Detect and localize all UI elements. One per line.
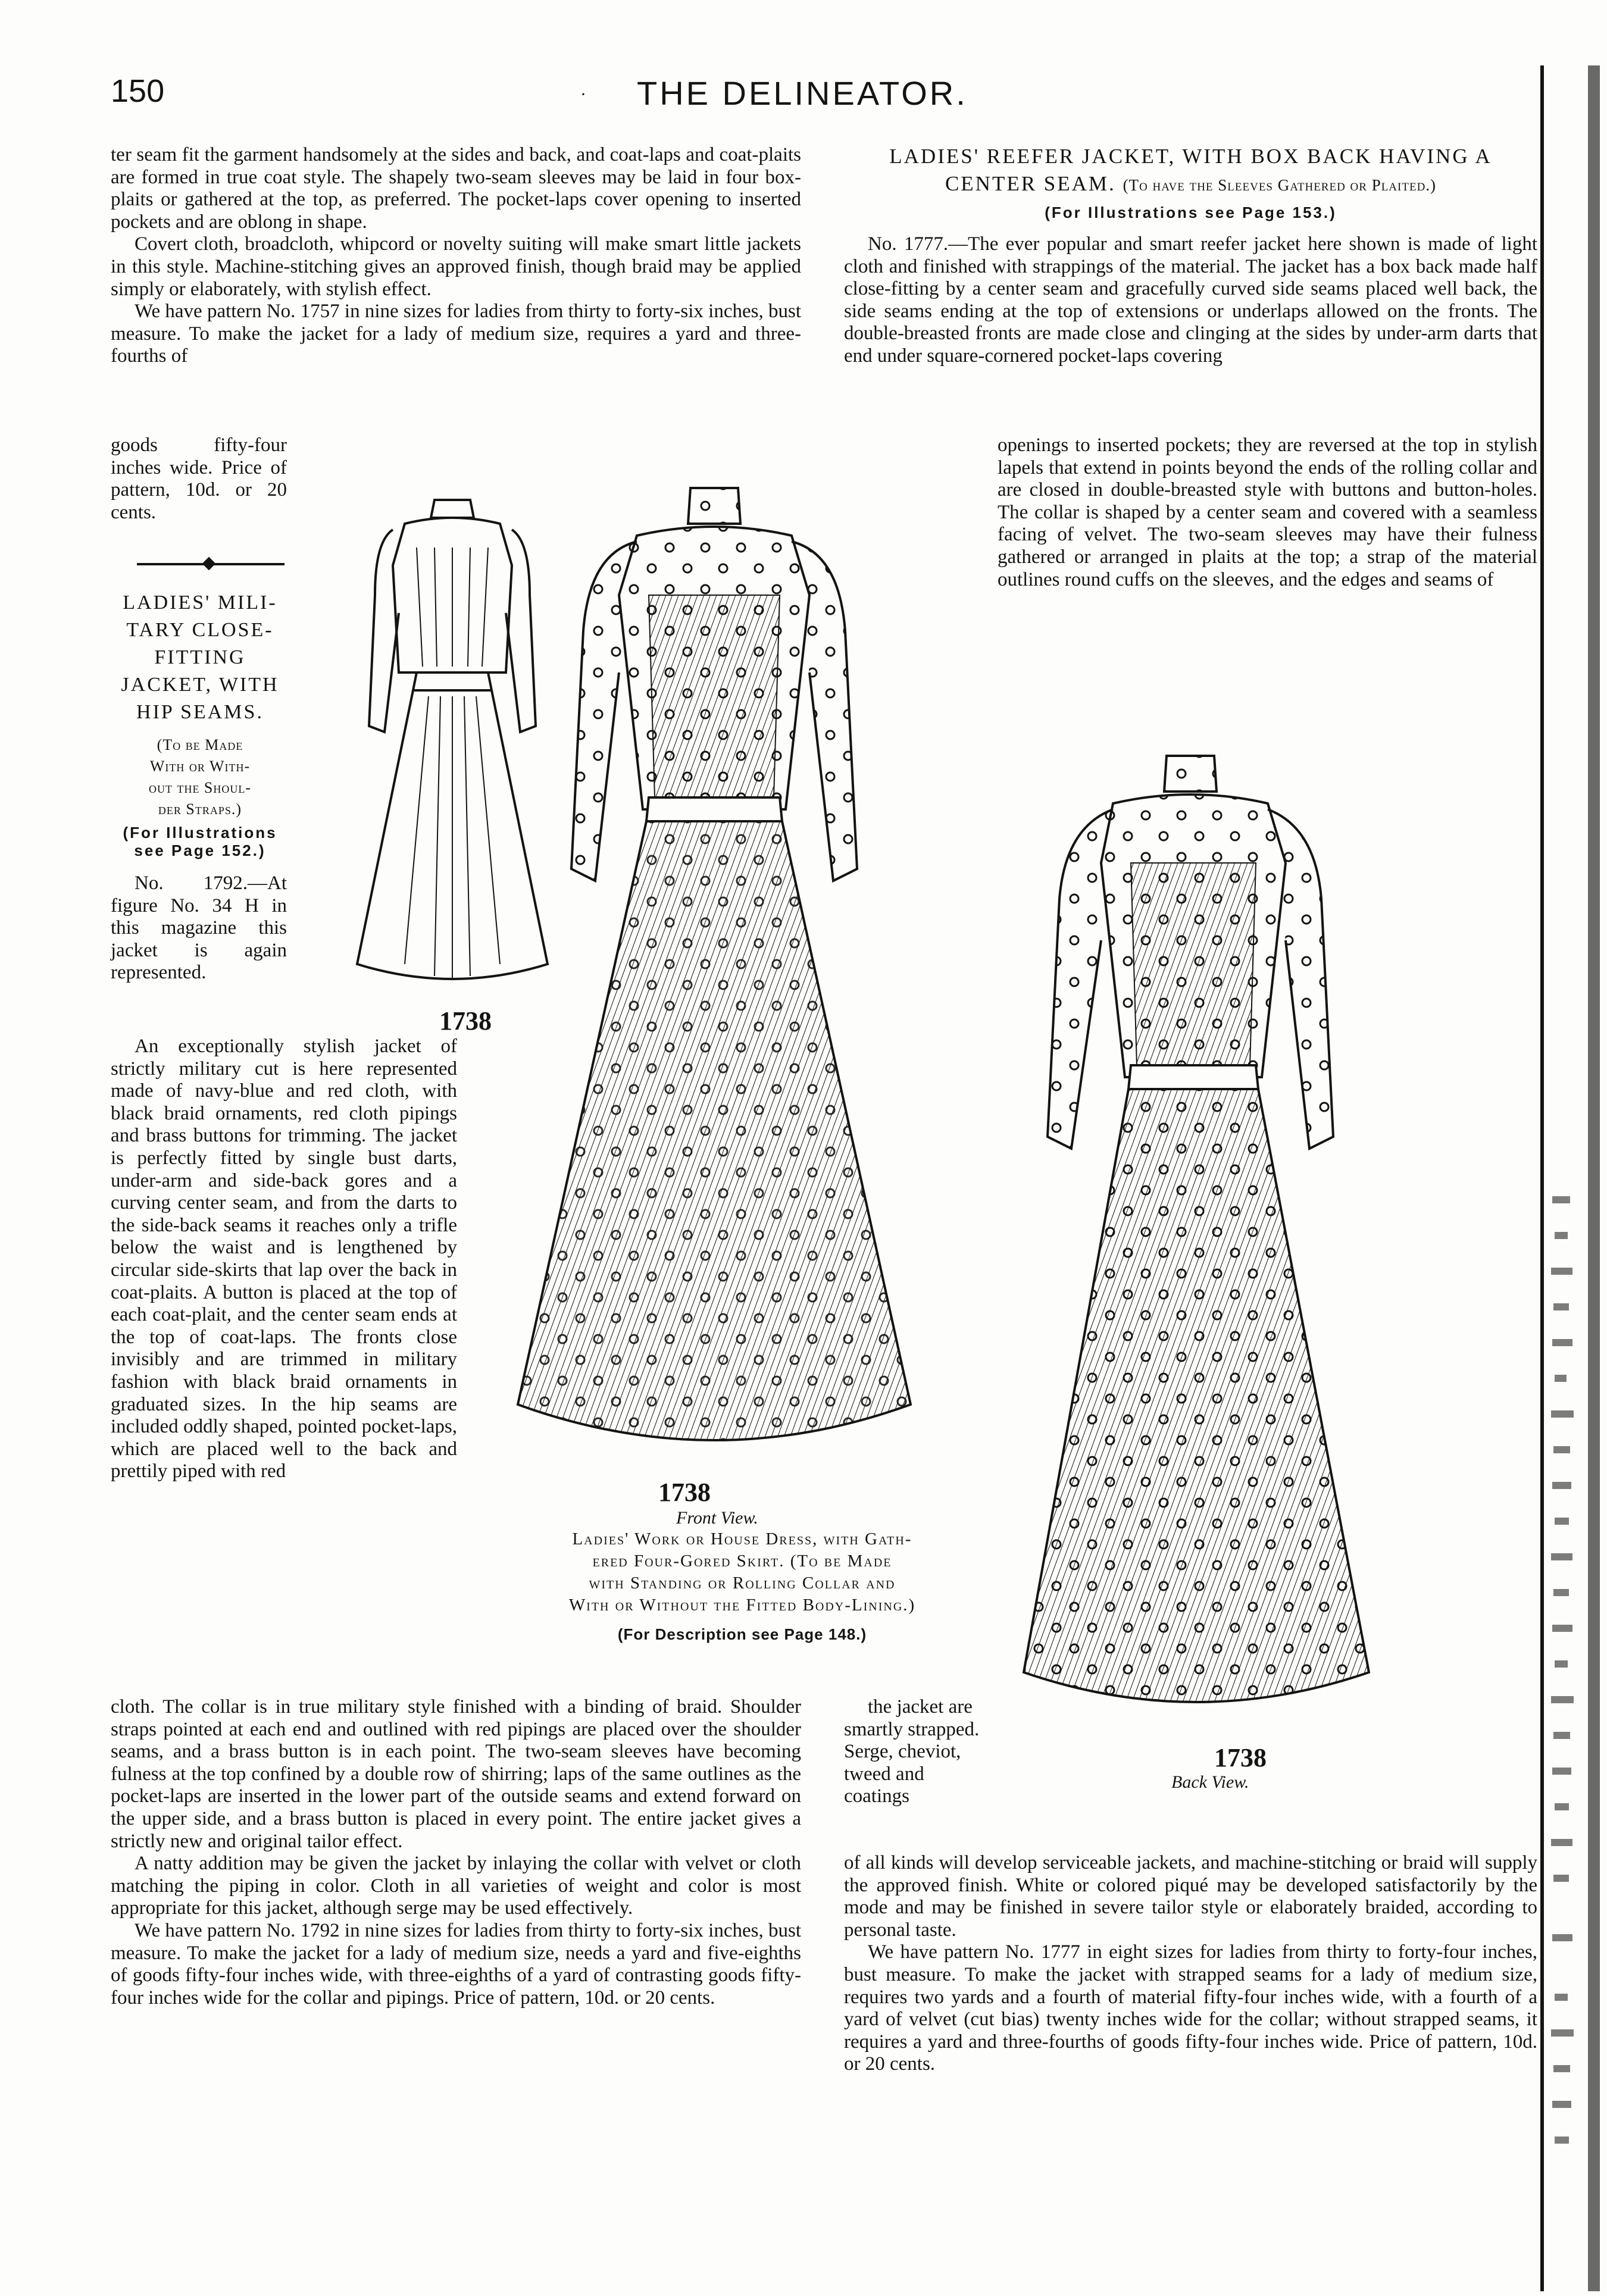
note-line: (To be Made [157, 736, 243, 753]
left-article-body-wide [111, 1696, 801, 2009]
heading-line: LADIES' REEFER JACKET, WITH BOX BACK HAVING A [889, 145, 1492, 168]
dress-illustration-front [500, 476, 928, 1482]
paragraph: ter seam fit the garment handsomely at the sides and back, and coat-laps and coat-plaits are formed in true coat style. The shapely two-seam sleeves may be laid in four box-plaits or gathered at the top, as preferred. The pocket-laps cover opening to inserted pockets and are oblong in shape. [111, 144, 801, 233]
right-article-body-bottom [844, 1852, 1537, 2076]
rule-ornament [202, 557, 216, 571]
paragraph: We have pattern No. 1757 in nine sizes for ladies from thirty to forty-six inches, bust measure. To make the jacket for a lady of medium size, requires a yard and three-fourths of [111, 301, 802, 367]
dress-illustration-back [1012, 744, 1381, 1732]
heading-line: CENTER SEAM. (To have the Sleeves Gathered or Plaited.) [945, 172, 1437, 195]
page-number: 150 [111, 73, 165, 109]
left-article-intro [111, 872, 287, 984]
ref-line: (For Illustrations [123, 824, 277, 842]
figure-number: 1738 [1214, 1743, 1267, 1772]
figure-number: 1738 [439, 1006, 492, 1036]
right-article-heading [844, 143, 1537, 226]
note-line: out the Shoul- [148, 779, 252, 796]
right-article-body-top [844, 233, 1537, 368]
paragraph: openings to inserted pockets; they are reversed at the top in stylish lapels that extend in points beyond the ends of the rolling collar and are closed in double-breasted style with buttons and button-holes. The collar is shaped by a center seam and covered with a seamless facing of velvet. The two-seam sleeves may have their fulness gathered or arranged in plaits at the top; a strap of the material outlines round cuffs on the sleeves, and the edges and seams of [998, 434, 1537, 590]
paragraph: Covert cloth, broadcloth, whipcord or novelty suiting will make smart little jackets in this style. Machine-stitching gives an approved finish, though braid may be applied simply or elaborately, with stylish effect. [111, 233, 801, 300]
paragraph: the jacket are smartly strapped. Serge, cheviot, tweed and coatings [844, 1696, 980, 1807]
paragraph: of all kinds will develop serviceable jackets, and machine-stitching or braid will supply the approved finish. White or colored piqué may be developed satisfactorily by the mode and may be finished in severe tailor style or elaborately braided, according to personal taste. [844, 1852, 1537, 1941]
figure-view-label: Front View. [676, 1508, 758, 1528]
paragraph: No. 1792.—At figure No. 34 H in this magazine this jacket is again represented. [111, 872, 287, 984]
illustration-reference: (For Illustrations see Page 153.) [1045, 204, 1337, 221]
figure-number: 1738 [658, 1478, 711, 1507]
heading-note [111, 734, 289, 820]
illustration-reference [111, 824, 289, 859]
paragraph: A natty addition may be given the jacket by inlaying the collar with velvet or cloth matching the piping in color. Cloth in all varieties of weight and color is most appropriate for this jacket, although serge may be used effectively. [111, 1853, 801, 1919]
left-article-body [111, 1036, 457, 1483]
ref-line: see Page 152.) [134, 842, 266, 859]
paragraph: An exceptionally stylish jacket of strictly military cut is here represented made of navy-blue and red cloth, with black braid ornaments, red cloth pipings and brass buttons for trimming. The jacket is perfectly fitted by single bust darts, under-arm and side-back gores and a curving center seam, and from the darts to the side-back seams it reaches only a trifle below the waist and is lengthened by circular side-skirts that lap over the back in coat-plaits. A button is placed at the top of each coat-plait, and the center seam ends at the top of coat-laps. The fronts close invisibly and are trimmed in military fashion with black braid ornaments in graduated sizes. In the hip seams are included oddly shaped, pointed pocket-laps, which are placed well to the back and prettily piped with red [111, 1036, 457, 1482]
left-top-narrow-text [111, 434, 287, 524]
heading-line: HIP SEAMS. [136, 701, 264, 723]
running-header-title: THE DELINEATOR. [637, 74, 968, 112]
caption-line: With or Without the Fitted Body-Lining.) [568, 1596, 916, 1615]
binding-edge [1540, 65, 1600, 2291]
caption-line: ered Four-Gored Skirt. (To be Made [592, 1551, 892, 1571]
right-article-body-mid [844, 1696, 982, 1808]
heading-line: JACKET, WITH [121, 674, 279, 696]
figure-view-label: Back View. [1171, 1772, 1249, 1792]
note-line: With or With- [149, 758, 251, 775]
left-top-text [111, 144, 801, 368]
caption-reference: (For Description see Page 148.) [617, 1625, 867, 1643]
paragraph: We have pattern No. 1777 in eight sizes for ladies from thirty to forty-four inches, bust measure. To make the jacket with strapped seams for a lady of medium size, requires two yards and a fourth of material fifty-four inches wide, with a fourth of a yard of velvet (cut bias) twenty inches wide for the collar; without strapped seams, it requires a yard and three-fourths of goods fifty-four inches wide. Price of pattern, 10d. or 20 cents. [844, 1941, 1537, 2075]
paragraph: cloth. The collar is in true military style finished with a binding of braid. Shoulder straps pointed at each end and outlined with red pipings are placed over the shoulder seams, and a brass button is in each point. The two-seam sleeves have becoming fulness at the top confined by a double row of shirring; laps of the same outlines as the pocket-laps are inserted in the lower part of the outside seams and extend forward on the upper side, and a brass button is placed in every point. The entire jacket gives a strictly new and original tailor effect. [111, 1696, 801, 1852]
left-article-heading [111, 589, 289, 859]
paragraph: goods fifty-four inches wide. Price of pattern, 10d. or 20 cents. [111, 434, 287, 523]
header-dot: · [580, 85, 586, 104]
caption-line: with Standing or Rolling Collar and [589, 1574, 896, 1593]
paragraph: We have pattern No. 1792 in nine sizes for ladies from thirty to forty-six inches, bust measure. To make the jacket for a lady of medium size, needs a yard and five-eighths of goods fifty-four inches wide, with three-eighths of a yard of contrasting goods fifty-four inches wide for the collar and pipings. Price of pattern, 10d. or 20 cents. [111, 1919, 802, 2009]
heading-line: FITTING [154, 646, 246, 668]
heading-line: TARY CLOSE- [126, 619, 274, 641]
right-article-body-narrow [998, 434, 1537, 591]
heading-line: LADIES' MILI- [123, 592, 277, 614]
figure-caption [492, 1528, 993, 1646]
note-line: der Straps.) [158, 800, 242, 818]
paragraph: No. 1777.—The ever popular and smart reefer jacket here shown is made of light cloth and finished with strappings of the material. The jacket has a box back made half close-fitting by a center seam and gracefully curved side seams placed well back, the side seams ending at the top of extensions or underlaps allowed on the fronts. The double-breasted fronts are made close and clinging at the sides by under-arm darts that end under square-cornered pocket-laps covering [844, 233, 1537, 367]
caption-line: Ladies' Work or House Dress, with Gath- [572, 1529, 912, 1549]
